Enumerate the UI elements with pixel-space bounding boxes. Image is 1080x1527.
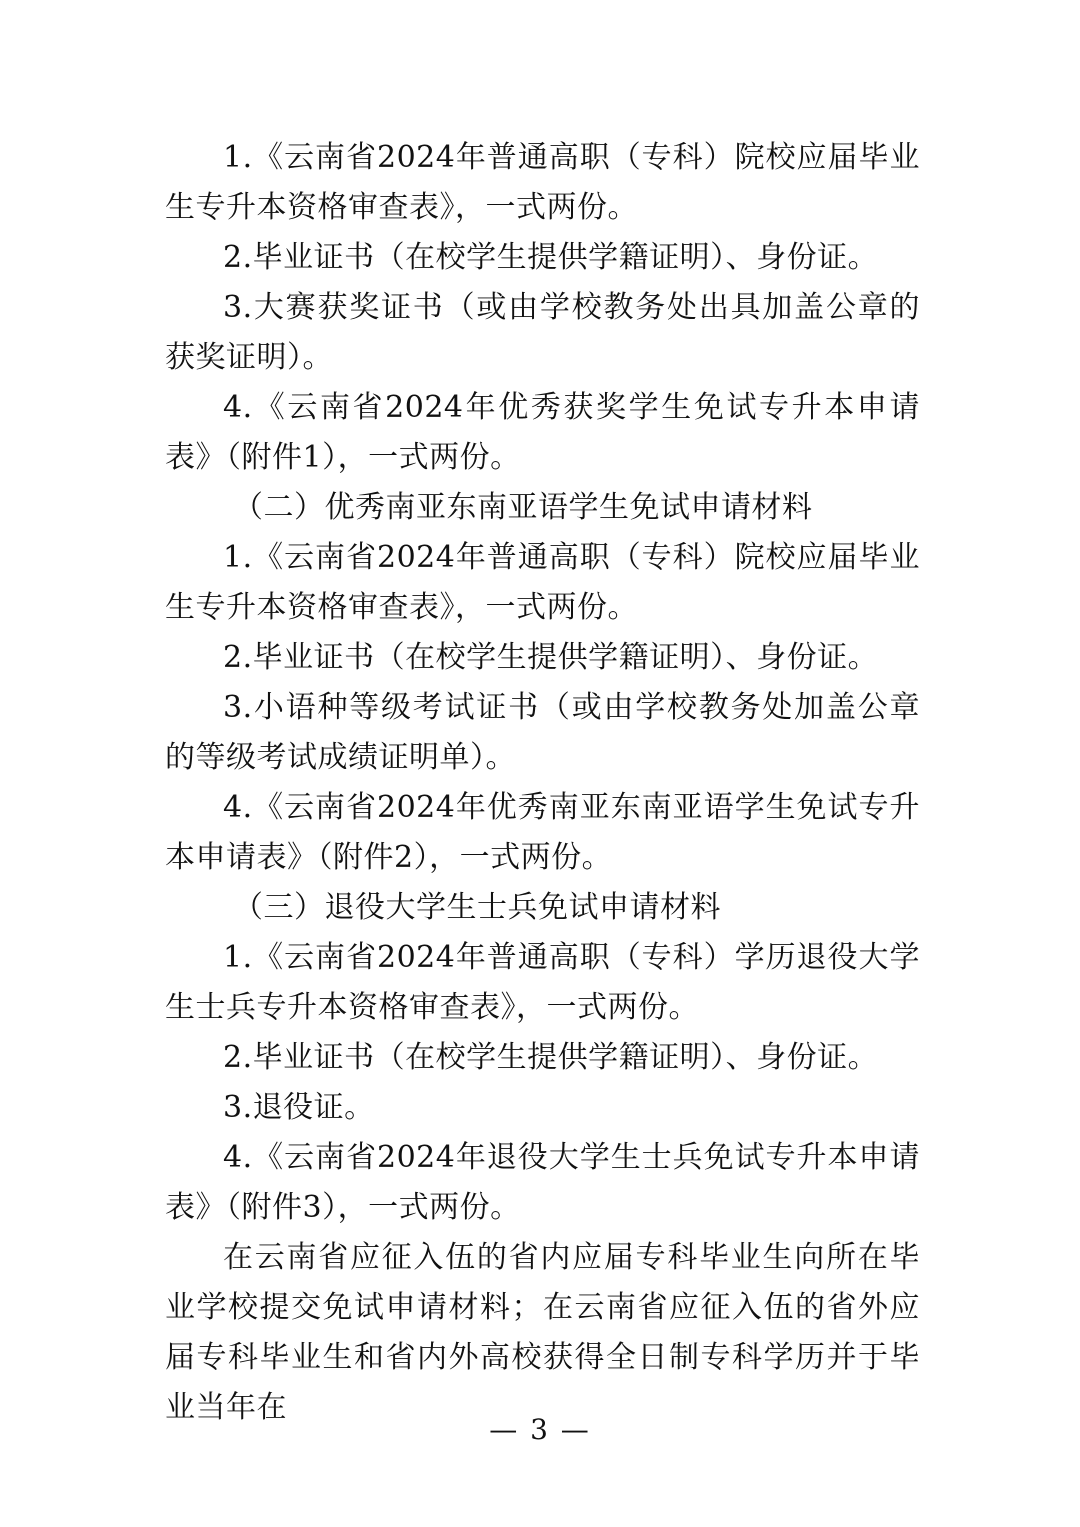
paragraph-item-4: 4.《云南省2024年优秀获奖学生免试专升本申请表》（附件1），一式两份。 (165, 390, 920, 475)
paragraph-item-2: 2.毕业证书（在校学生提供学籍证明）、身份证。 (223, 240, 879, 275)
paragraph-item-3: 3.大赛获奖证书（或由学校教务处出具加盖公章的获奖证明）。 (165, 290, 920, 375)
page-number: — 3 — (489, 1413, 591, 1446)
section-heading-3: （三）退役大学生士兵免试申请材料 (233, 890, 721, 925)
paragraph-item-4: 4.《云南省2024年优秀南亚东南亚语学生免试专升本申请表》（附件2），一式两份。 (165, 790, 920, 875)
document-body (165, 133, 920, 1433)
paragraph-item-1: 1.《云南省2024年普通高职（专科）院校应届毕业生专升本资格审查表》，一式两份。 (165, 540, 920, 625)
paragraph-item-1: 1.《云南省2024年普通高职（专科）学历退役大学生士兵专升本资格审查表》，一式两份。 (165, 940, 920, 1025)
paragraph-item-2: 2.毕业证书（在校学生提供学籍证明）、身份证。 (223, 640, 879, 675)
section-heading-2: （二）优秀南亚东南亚语学生免试申请材料 (233, 490, 813, 525)
paragraph-item-3: 3.小语种等级考试证书（或由学校教务处加盖公章的等级考试成绩证明单）。 (165, 690, 920, 775)
closing-paragraph: 在云南省应征入伍的省内应届专科毕业生向所在毕业学校提交免试申请材料；在云南省应征入伍的省外应届专科毕业生和省内外高校获得全日制专科学历并于毕业当年在 (165, 1240, 920, 1425)
paragraph-item-1: 1.《云南省2024年普通高职（专科）院校应届毕业生专升本资格审查表》，一式两份。 (165, 140, 920, 225)
paragraph-item-4: 4.《云南省2024年退役大学生士兵免试专升本申请表》（附件3），一式两份。 (165, 1140, 920, 1225)
paragraph-item-2: 2.毕业证书（在校学生提供学籍证明）、身份证。 (223, 1040, 879, 1075)
paragraph-item-3: 3.退役证。 (223, 1090, 375, 1125)
